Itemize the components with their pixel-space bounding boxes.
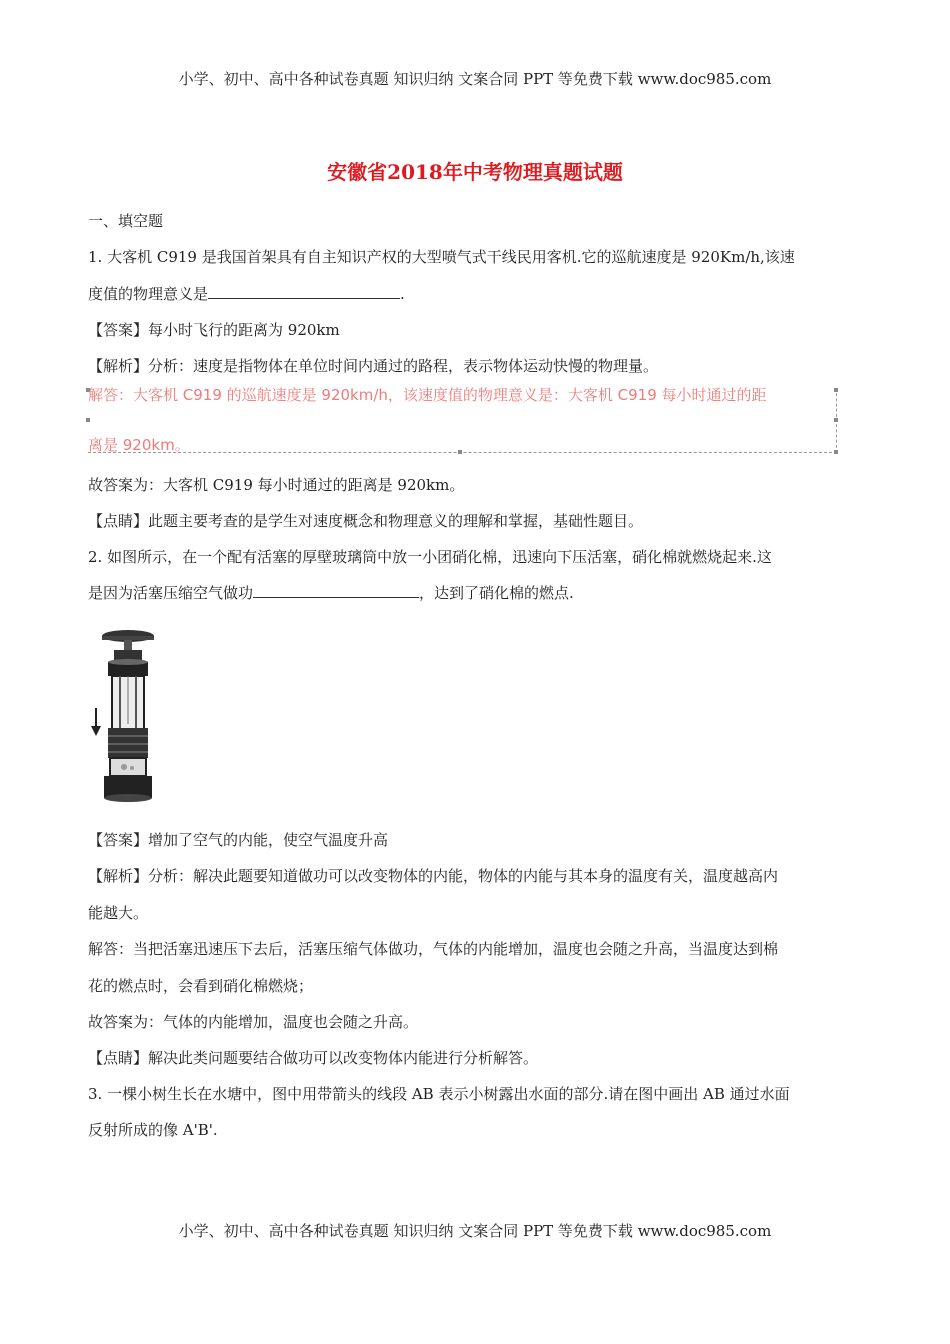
resize-handle[interactable]	[834, 450, 838, 454]
q2-analysis-line1: 【解析】分析：解决此题要知道做功可以改变物体的内能，物体的内能与其本身的温度有关，温度越高内	[88, 867, 779, 885]
q3-stem-line1: 3. 一棵小树生长在水塘中，图中用带箭头的线段 AB 表示小树露出水面的部分.请在图中画出 AB 通过水面	[88, 1085, 790, 1103]
q2-stem-prefix: 是因为活塞压缩空气做功	[88, 584, 254, 602]
q2-answer-blank	[253, 583, 419, 598]
q2-stem-line2	[88, 582, 574, 603]
q2-stem-suffix: ，达到了硝化棉的燃点.	[419, 584, 574, 602]
q2-answer: 【答案】增加了空气的内能，使空气温度升高	[88, 831, 389, 849]
page-title: 安徽省2018年中考物理真题试题	[327, 160, 623, 184]
q1-solution-line1: 解答：大客机 C919 的巡航速度是 920km/h，该速度值的物理意义是：大客机 C919 每小时通过的距	[88, 386, 767, 404]
section-heading: 一、填空题	[88, 212, 164, 230]
q1-solution-line2: 离是 920km。	[88, 436, 190, 454]
q1-analysis: 【解析】分析：速度是指物体在单位时间内通过的路程，表示物体运动快慢的物理量。	[88, 357, 659, 375]
q2-comment: 【点睛】解决此类问题要结合做功可以改变物体内能进行分析解答。	[88, 1049, 539, 1067]
resize-handle[interactable]	[834, 418, 838, 422]
q2-analysis-line2: 能越大。	[88, 904, 149, 922]
q1-stem-prefix: 度值的物理意义是	[88, 285, 209, 303]
q1-stem-line1: 1. 大客机 C919 是我国首架具有自主知识产权的大型喷气式干线民用客机.它的巡航速度是 920Km/h,该速	[88, 248, 795, 266]
resize-handle[interactable]	[458, 450, 462, 454]
q1-stem-suffix: .	[400, 285, 405, 303]
cotton-chamber	[110, 758, 146, 776]
q1-stem-line2	[88, 283, 405, 304]
q2-solution-line2: 花的燃点时，会看到硝化棉燃烧；	[88, 977, 314, 995]
resize-handle[interactable]	[86, 418, 90, 422]
q2-solution-line1: 解答：当把活塞迅速压下去后，活塞压缩气体做功，气体的内能增加，温度也会随之升高，当温度达到棉	[88, 940, 779, 958]
piston-cylinder-figure	[90, 628, 160, 803]
resize-handle[interactable]	[834, 388, 838, 392]
q1-answer: 【答案】每小时飞行的距离为 920km	[88, 321, 340, 339]
q1-answer-blank	[208, 284, 400, 299]
q2-stem-line1: 2. 如图所示，在一个配有活塞的厚壁玻璃筒中放一小团硝化棉，迅速向下压活塞，硝化棉就燃烧起来.这	[88, 548, 772, 566]
q2-conclusion: 故答案为：气体的内能增加，温度也会随之升高。	[88, 1013, 419, 1031]
page-footer: 小学、初中、高中各种试卷真题 知识归纳 文案合同 PPT 等免费下载 www.doc985.com	[178, 1222, 772, 1240]
q1-conclusion: 故答案为：大客机 C919 每小时通过的距离是 920km。	[88, 476, 465, 494]
q3-stem-line2: 反射所成的像 A'B'.	[88, 1121, 218, 1139]
q1-comment: 【点睛】此题主要考查的是学生对速度概念和物理意义的理解和掌握，基础性题目。	[88, 512, 644, 530]
page-header: 小学、初中、高中各种试卷真题 知识归纳 文案合同 PPT 等免费下载 www.doc985.com	[178, 70, 772, 88]
